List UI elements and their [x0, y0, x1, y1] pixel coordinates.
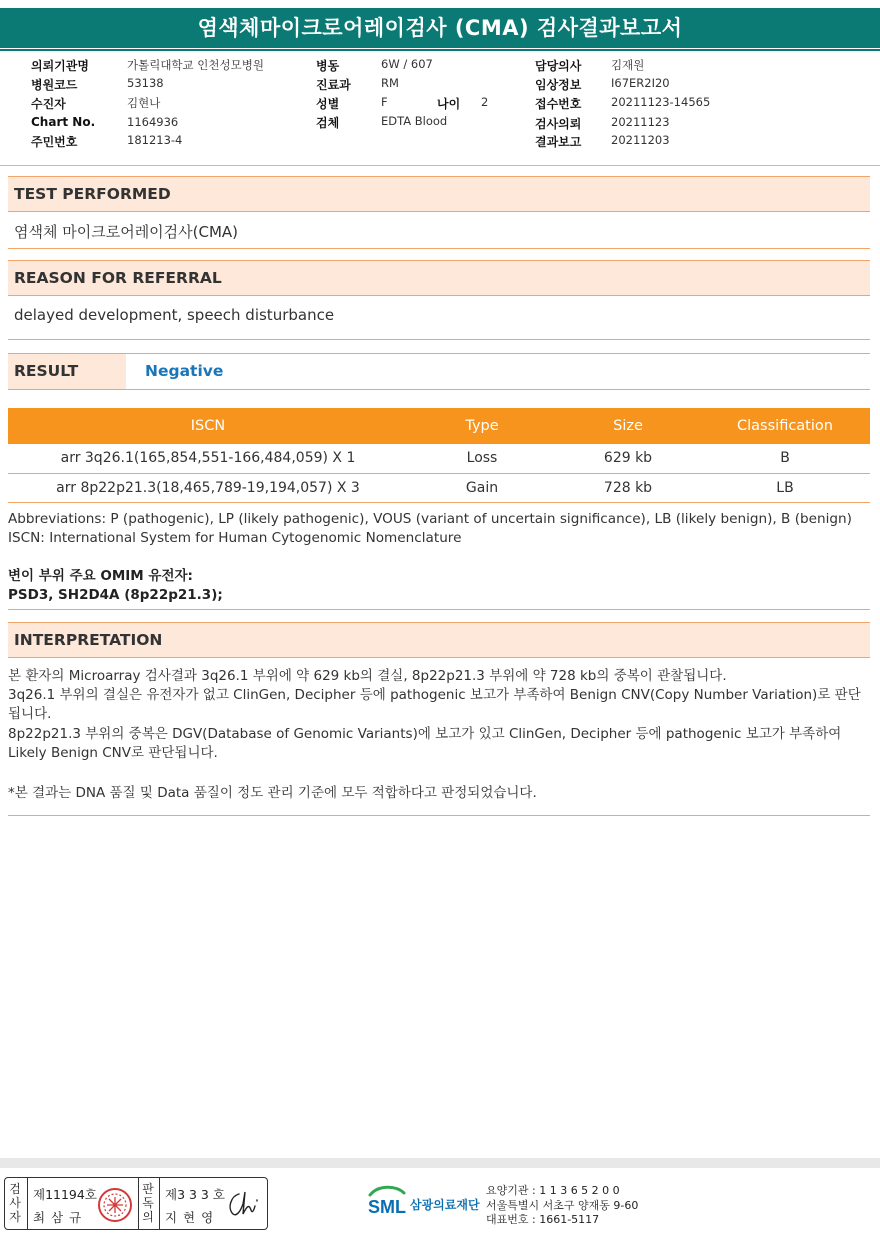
dept-value: RM [381, 76, 399, 90]
patient-name: 김현나 [127, 96, 161, 110]
row2-type: Gain [408, 473, 556, 502]
report-date: 20211203 [611, 133, 670, 147]
interpretation-paragraph: 8p22p21.3 부위의 중복은 DGV(Database of Genomic Variants)에 보고가 있고 ClinGen, Decipher 등에 pathogenic 보고가 부족하여 Likely Benign CNV로 판단됩니다. [8, 725, 842, 761]
reviewer-name: 지 현 영 [165, 1210, 215, 1225]
row1-classification: B [700, 444, 870, 473]
reviewer-label: 판독의 [142, 1182, 154, 1224]
report-title: 염색체마이크로어레이검사 (CMA) 검사결과보고서 [0, 8, 880, 48]
reason-text: delayed development, speech disturbance [14, 306, 335, 324]
omim-title: 변이 부위 주요 OMIM 유전자: [8, 568, 193, 584]
test-performed-divider [8, 248, 870, 249]
sex-label: 성별 [316, 97, 340, 111]
patient-label: 수진자 [31, 97, 66, 111]
interpretation-divider [8, 815, 870, 816]
row2-classification: LB [700, 473, 870, 502]
age-value: 2 [481, 95, 489, 109]
seal-stamp-icon [97, 1187, 133, 1223]
request-label: 검사의뢰 [535, 117, 582, 131]
interpretation-paragraph: 3q26.1 부위의 결실은 유전자가 없고 ClinGen, Decipher 등에 pathogenic 보고가 부족하여 Benign CNV(Copy Number Variation)로 판단됩니다. [8, 687, 861, 723]
ward-value: 6W / 607 [381, 57, 433, 71]
accession-value: 20211123-14565 [611, 95, 711, 109]
sign-separator [138, 1178, 139, 1229]
patient-info [0, 55, 880, 165]
age-label: 나이 [437, 97, 461, 111]
omim-gene-list: PSD3, SH2D4A (8p22p21.3); [8, 587, 223, 603]
result-label: RESULT [8, 354, 126, 389]
chart-label: Chart No. [31, 115, 96, 129]
examiner-name: 최 삼 규 [33, 1210, 83, 1225]
reason-divider [8, 339, 870, 340]
table-header-row [8, 408, 870, 444]
org-code: 요양기관 : 1 1 3 6 5 2 0 0 [486, 1184, 620, 1197]
ward-label: 병동 [316, 59, 340, 73]
clinical-label: 임상정보 [535, 78, 582, 92]
reviewer-number: 제3 3 3 호 [165, 1187, 225, 1202]
doctor-value: 김재원 [611, 58, 645, 72]
abbreviations-line: Abbreviations: P (pathogenic), LP (likely pathogenic), VOUS (variant of uncertain significance), LB (likely benign), B (benign) [8, 511, 852, 527]
row1-size: 629 kb [556, 444, 700, 473]
abbreviations [8, 510, 878, 548]
org-info [486, 1184, 638, 1228]
institution-value: 가톨릭대학교 인천성모병원 [127, 58, 264, 72]
examiner-number: 제11194호 [33, 1187, 97, 1202]
signature-icon [225, 1188, 263, 1220]
sml-logo-text: SML [368, 1197, 406, 1217]
footer-band [0, 1158, 880, 1168]
header-type: Type [408, 408, 556, 444]
reason-heading: REASON FOR REFERRAL [8, 260, 870, 296]
interpretation-text [8, 667, 870, 763]
id-label: 주민번호 [31, 135, 78, 149]
sex-value: F [381, 95, 388, 109]
iscn-definition: ISCN: International System for Human Cytogenomic Nomenclature [8, 530, 462, 546]
row2-size: 728 kb [556, 473, 700, 502]
sign-separator [159, 1178, 160, 1229]
interpretation-paragraph: 본 환자의 Microarray 검사결과 3q26.1 부위에 약 629 kb의 결실, 8p22p21.3 부위에 약 728 kb의 중복이 관찰됩니다. [8, 668, 727, 684]
title-divider [0, 49, 880, 51]
header-iscn: ISCN [8, 408, 408, 444]
quality-note: *본 결과는 DNA 품질 및 Data 품질이 정도 관리 기준에 모두 적합하다고 판정되었습니다. [8, 785, 537, 801]
dept-label: 진료과 [316, 78, 351, 92]
test-performed-text: 염색체 마이크로어레이검사(CMA) [14, 223, 239, 241]
row1-iscn: arr 3q26.1(165,854,551-166,484,059) X 1 [8, 444, 408, 473]
examiner-label: 검사자 [9, 1182, 21, 1224]
sml-logo-icon [366, 1183, 408, 1219]
test-performed-heading: TEST PERFORMED [8, 176, 870, 212]
org-phone: 대표번호 : 1661-5117 [486, 1213, 600, 1226]
omim-genes [8, 567, 223, 605]
table-row [8, 444, 870, 473]
hospital-code-value: 53138 [127, 76, 164, 90]
table-row [8, 473, 870, 502]
report-label: 결과보고 [535, 135, 582, 149]
specimen-value: EDTA Blood [381, 114, 448, 128]
accession-label: 접수번호 [535, 97, 582, 111]
request-date: 20211123 [611, 115, 670, 129]
sign-separator [27, 1178, 28, 1229]
row1-type: Loss [408, 444, 556, 473]
chart-no: 1164936 [127, 115, 179, 129]
header-size: Size [556, 408, 700, 444]
cnv-table [8, 408, 870, 503]
doctor-label: 담당의사 [535, 59, 582, 73]
id-no: 181213-4 [127, 133, 183, 147]
result-value: Negative [145, 362, 224, 380]
result-row [8, 353, 870, 390]
header-classification: Classification [700, 408, 870, 444]
hospital-code-label: 병원코드 [31, 78, 78, 92]
info-divider [0, 165, 880, 166]
row2-iscn: arr 8p22p21.3(18,465,789-19,194,057) X 3 [8, 473, 408, 502]
org-address: 서울특별시 서초구 양재동 9-60 [486, 1198, 639, 1212]
clinical-value: I67ER2I20 [611, 76, 670, 90]
signature-box [4, 1177, 268, 1230]
specimen-label: 검체 [316, 116, 340, 130]
org-name: 삼광의료재단 [410, 1198, 480, 1212]
omim-divider [8, 609, 870, 610]
institution-label: 의뢰기관명 [31, 59, 89, 73]
interpretation-heading: INTERPRETATION [8, 622, 870, 658]
